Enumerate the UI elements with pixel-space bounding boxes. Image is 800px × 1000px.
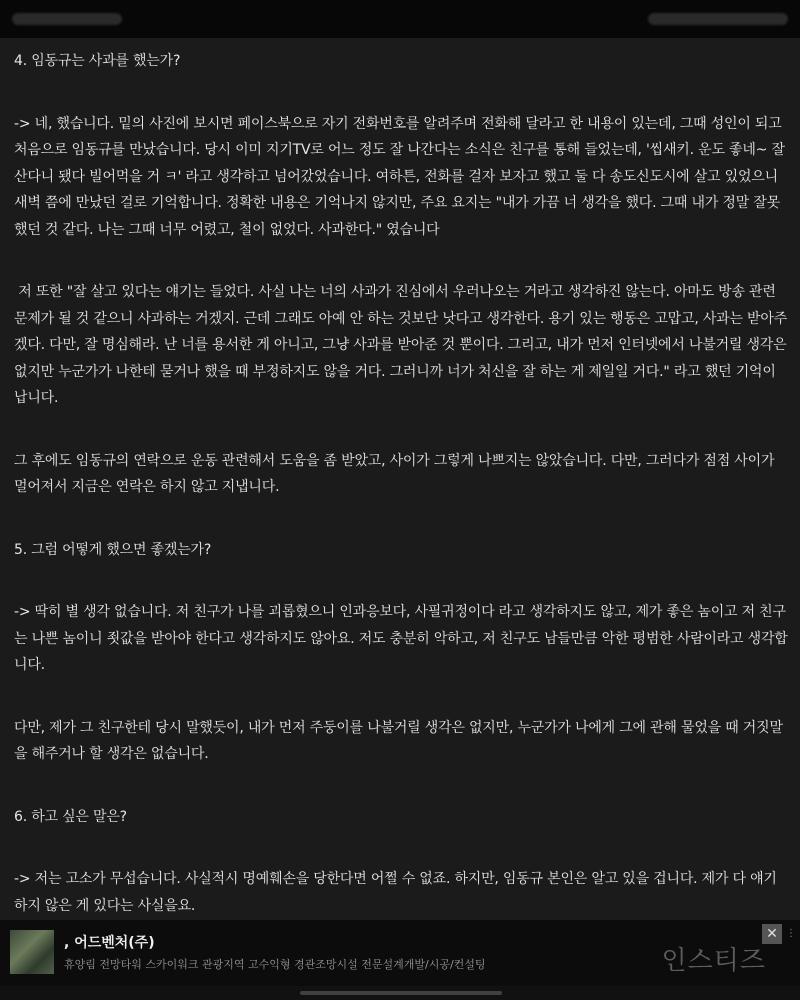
paragraph-however: 다만, 제가 그 친구한테 당시 말했듯이, 내가 먼저 주둥이를 나불거릴 생각은 없지만, 누군가가 나에게 그에 관해 물었을 때 거짓말을 해주거나 할 생각은 없습니다.	[14, 719, 783, 762]
ad-title[interactable]: , 어드벤처(주)	[64, 935, 155, 951]
home-indicator[interactable]	[300, 991, 502, 995]
site-watermark: 인스티즈	[661, 946, 766, 976]
paragraph-after: 그 후에도 임동규의 연락으로 운동 관련해서 도움을 좀 받았고, 사이가 그렇게 나쁘지는 않았습니다. 다만, 그러다가 점점 사이가 멀어져서 지금은 연락은 하지 않고 지냅니다.	[14, 452, 779, 495]
section-heading-4: 4. 임동규는 사과를 했는가?	[14, 53, 181, 69]
status-bar-right-blurred	[648, 13, 788, 25]
post-body	[0, 38, 800, 920]
ad-description[interactable]: 휴양림 전망타워 스카이워크 관광지역 고수익형 경관조망시설 전문설계개발/시공/컨설팅	[64, 958, 486, 971]
ad-info-icon[interactable]: ⋮	[786, 928, 796, 939]
section-heading-6: 6. 하고 싶은 말은?	[14, 808, 127, 825]
paragraph-my-reply: 저 또한 "잘 살고 있다는 얘기는 들었다. 사실 나는 너의 사과가 진심에서 우러나오는 거라고 생각하진 않는다. 아마도 방송 관련 문제가 될 것 같으니 사과하는 거겠지. 근데 그래도 아예 안 하는 것보단 낫다고 생각한다. 용기 있는 행동은 고맙고, 사과는 받아주겠다. 다만, 잘 명심해라. 난 너를 용서한 게 아니고, 그냥 사과를 받아준 것 뿐이다. 그리고, 내가 먼저 인터넷에서 나불거릴 생각은 없지만 누군가가 나한테 묻거나 했을 때 부정하지도 않을 거다. 그러니까 너가 처신을 잘 하는 게 제일일 거다." 라고 했던 기억이 납니다.	[14, 284, 791, 406]
paragraph-lawsuit: -> 저는 고소가 무섭습니다. 사실적시 명예훼손을 당한다면 어쩔 수 없죠. 하지만, 임동규 본인은 알고 있을 겁니다. 제가 다 얘기하지 않은 게 있다는 사실을요.	[14, 871, 777, 914]
paragraph-no-thoughts: -> 딱히 별 생각 없습니다. 저 친구가 나를 괴롭혔으니 인과응보다, 사필귀정이다 라고 생각하지도 않고, 제가 좋은 놈이고 저 친구는 나쁜 놈이니 죗값을 받아야 한다고 생각하지도 않아요. 저도 충분히 악하고, 저 친구도 남들만큼 악한 평범한 사람이라고 생각합니다.	[14, 604, 788, 673]
section-heading-5: 5. 그럼 어떻게 했으면 좋겠는가?	[14, 541, 212, 558]
post-content	[14, 48, 791, 920]
ad-thumbnail-image[interactable]	[10, 930, 54, 974]
paragraph-apology-answer: -> 네, 했습니다. 밑의 사진에 보시면 페이스북으로 자기 전화번호를 알려주며 전화해 달라고 한 내용이 있는데, 그때 성인이 되고 처음으로 임동규를 만났습니다. 당시 이미 지기TV로 어느 정도 잘 나간다는 소식은 친구를 통해 들었는데, '씹새키. 운도 좋네~ 잘 산다니 됐다 빌어먹을 거 ㅋ' 라고 생각하고 넘어갔었습니다. 여하튼, 전화를 걸자 보자고 했고 둘 다 송도신도시에 살고 있었으니 새벽 쯤에 만났던 걸로 기억합니다. 정확한 내용은 기억나지 않지만, 주요 요지는 "내가 가끔 너 생각을 했다. 그때 내가 정말 잘못했던 것 같다. 나는 그때 너무 어렸고, 철이 없었다. 사과한다." 였습니다	[14, 115, 790, 238]
ad-banner[interactable]	[0, 920, 800, 986]
status-bar	[0, 0, 800, 38]
close-icon[interactable]: ✕	[762, 924, 782, 944]
status-bar-left-blurred	[12, 13, 122, 25]
